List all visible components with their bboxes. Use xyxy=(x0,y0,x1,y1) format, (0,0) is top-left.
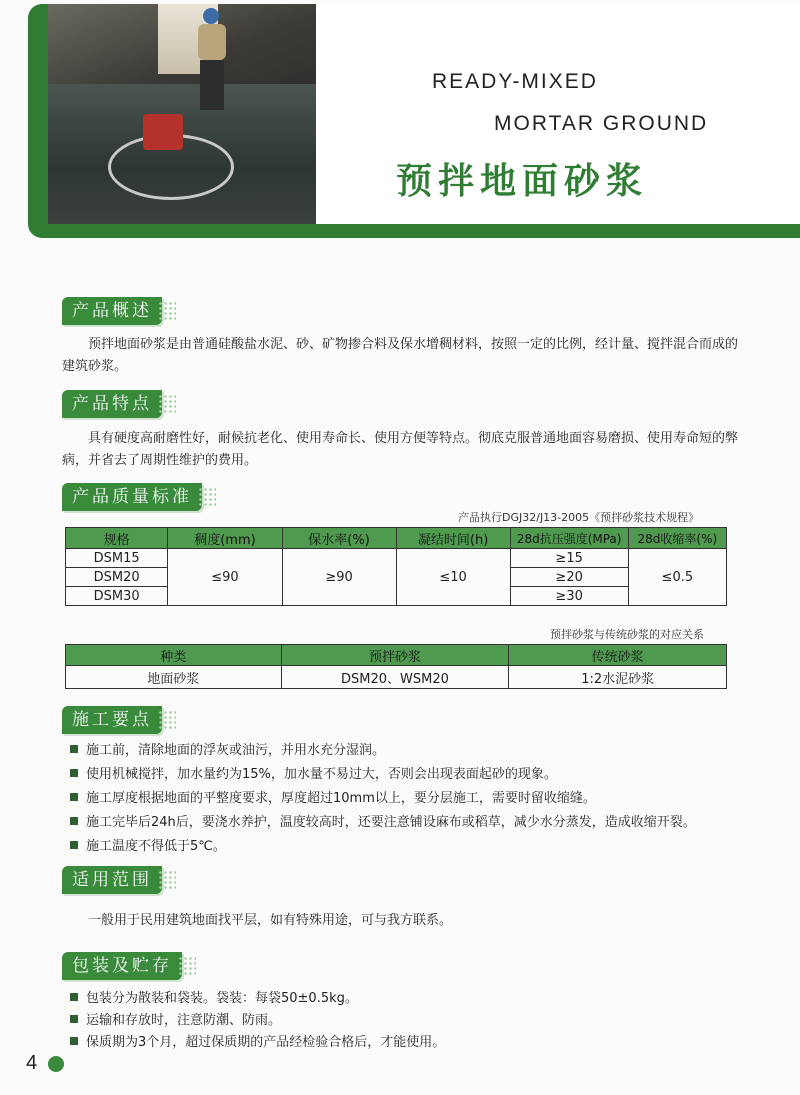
section-label-construction: 施工要点 xyxy=(62,706,162,734)
table-cell: 1:2水泥砂浆 xyxy=(509,666,727,689)
list-item: 使用机械搅拌，加水量约为15%，加水量不易过大，否则会出现表面起砂的现象。 xyxy=(70,764,750,786)
section-label-quality: 产品质量标准 xyxy=(62,483,202,511)
section-label-overview: 产品概述 xyxy=(62,297,162,325)
table-header-cell: 28d抗压强度(MPa) xyxy=(510,528,628,549)
list-item: 施工前，清除地面的浮灰或油污，并用水充分湿润。 xyxy=(70,740,750,762)
bullet-square-icon xyxy=(70,1015,78,1023)
table-cell-strength: ≥15 xyxy=(510,549,628,568)
list-item: 施工温度不得低于5℃。 xyxy=(70,836,750,858)
table-cell-spec: DSM20 xyxy=(66,568,168,587)
standard-note: 产品执行DGJ32/J13-2005《预拌砂浆技术规程》 xyxy=(458,511,700,524)
relation-note: 预拌砂浆与传统砂浆的对应关系 xyxy=(550,628,704,641)
features-text: 具有硬度高耐磨性好，耐候抗老化、使用寿命长、使用方便等特点。彻底克服普通地面容易磨损、使用寿命短的弊病，并省去了周期性维护的费用。 xyxy=(62,431,739,468)
table-cell-shrinkage: ≤0.5 xyxy=(628,549,726,606)
page-number: 4 xyxy=(26,1052,38,1074)
table-header-cell: 规格 xyxy=(66,528,168,549)
relation-table xyxy=(65,644,727,689)
table-cell: DSM20、WSM20 xyxy=(281,666,509,689)
table-cell: 地面砂浆 xyxy=(66,666,282,689)
bullet-square-icon xyxy=(70,1037,78,1045)
table-cell-strength: ≥20 xyxy=(510,568,628,587)
table-cell-spec: DSM15 xyxy=(66,549,168,568)
section-label-features: 产品特点 xyxy=(62,390,162,418)
list-item: 施工完毕后24h后，要浇水养护，温度较高时，还要注意铺设麻布或稻草，减少水分蒸发，造成收缩开裂。 xyxy=(70,812,750,834)
list-item: 运输和存放时，注意防潮、防雨。 xyxy=(70,1010,750,1032)
table-header-cell: 稠度(mm) xyxy=(168,528,282,549)
bullet-square-icon xyxy=(70,817,78,825)
title-english-line2: MORTAR GROUND xyxy=(494,112,709,135)
table-header-cell: 传统砂浆 xyxy=(509,645,727,666)
table-cell-water-retention: ≥90 xyxy=(282,549,396,606)
table-header-cell: 28d收缩率(%) xyxy=(628,528,726,549)
table-cell-spec: DSM30 xyxy=(66,587,168,606)
title-chinese: 预拌地面砂浆 xyxy=(396,161,649,202)
table-header-cell: 种类 xyxy=(66,645,282,666)
title-english-line1: READY-MIXED xyxy=(432,70,598,93)
bullet-square-icon xyxy=(70,745,78,753)
table-cell-setting-time: ≤10 xyxy=(396,549,510,606)
list-item: 施工厚度根据地面的平整度要求，厚度超过10mm以上，要分层施工，需要时留收缩缝。 xyxy=(70,788,750,810)
bullet-square-icon xyxy=(70,841,78,849)
bullet-square-icon xyxy=(70,993,78,1001)
table-row xyxy=(66,549,727,568)
list-item: 包装分为散装和袋装。袋装：每袋50±0.5kg。 xyxy=(70,988,750,1010)
table-header-row xyxy=(66,645,727,666)
section-label-scope: 适用范围 xyxy=(62,866,162,894)
scope-text: 一般用于民用建筑地面找平层，如有特殊用途，可与我方联系。 xyxy=(88,913,453,928)
table-row xyxy=(66,666,727,689)
overview-text: 预拌地面砂浆是由普通硅酸盐水泥、砂、矿物掺合料及保水增稠材料，按照一定的比例，经计量、搅拌混合而成的建筑砂浆。 xyxy=(62,337,739,374)
table-cell-consistency: ≤90 xyxy=(168,549,282,606)
table-header-cell: 保水率(%) xyxy=(282,528,396,549)
table-header-cell: 凝结时间(h) xyxy=(396,528,510,549)
table-header-cell: 预拌砂浆 xyxy=(281,645,509,666)
list-item: 保质期为3个月，超过保质期的产品经检验合格后，才能使用。 xyxy=(70,1032,750,1054)
page-dot-icon xyxy=(48,1056,64,1072)
table-cell-strength: ≥30 xyxy=(510,587,628,606)
bullet-square-icon xyxy=(70,769,78,777)
quality-table xyxy=(65,527,727,606)
table-header-row xyxy=(66,528,727,549)
header-photo xyxy=(48,4,316,224)
bullet-square-icon xyxy=(70,793,78,801)
section-label-packaging: 包装及贮存 xyxy=(62,952,182,980)
